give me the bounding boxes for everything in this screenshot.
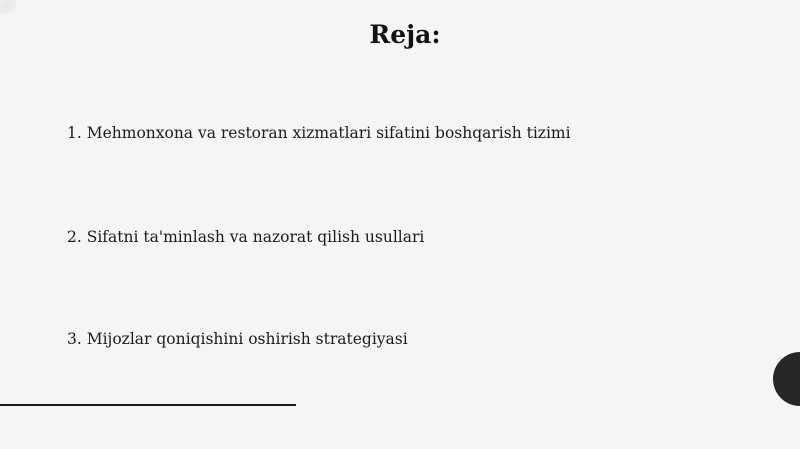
plan-item-1: 1. Mehmonxona va restoran xizmatlari sifatini boshqarish tizimi	[67, 124, 571, 142]
slide-progress-bar	[0, 404, 296, 406]
plan-item-2: 2. Sifatni ta'minlash va nazorat qilish usullari	[67, 228, 425, 246]
circle-button-icon[interactable]	[773, 352, 800, 406]
plan-item-3: 3. Mijozlar qoniqishini oshirish strategiyasi	[67, 330, 408, 348]
slide-title: Reja:	[369, 20, 441, 49]
corner-decoration	[0, 0, 16, 14]
